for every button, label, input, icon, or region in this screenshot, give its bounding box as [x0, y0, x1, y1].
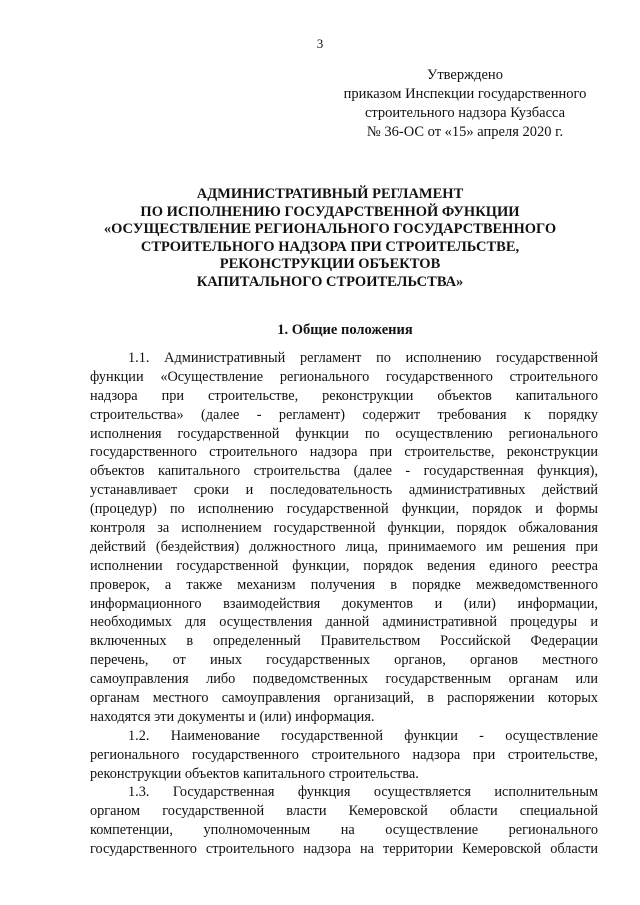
body-line: действий (бездействия) должностного лица, принимаемого им решения при	[90, 538, 598, 555]
title-line: ПО ИСПОЛНЕНИЮ ГОСУДАРСТВЕННОЙ ФУНКЦИИ	[140, 203, 520, 220]
body-line: компетенции, уполномоченным на осуществление регионального	[90, 822, 598, 839]
approval-line: Утверждено	[427, 67, 503, 83]
body-text	[90, 349, 598, 859]
document-title	[60, 186, 600, 292]
body-line: 1.2. Наименование государственной функции - осуществление	[128, 727, 598, 744]
title-line: АДМИНИСТРАТИВНЫЙ РЕГЛАМЕНТ	[196, 186, 464, 202]
body-line: перечень, от иных государственных органов, органов местного	[90, 652, 598, 669]
body-line: 1.3. Государственная функция осуществляется исполнительным	[128, 784, 598, 801]
approval-line: приказом Инспекции государственного	[343, 86, 587, 102]
title-line: «ОСУЩЕСТВЛЕНИЕ РЕГИОНАЛЬНОГО ГОСУДАРСТВЕННОГО	[103, 221, 557, 238]
body-line: включенных в определенный Правительством Российской Федерации	[90, 633, 598, 650]
body-line: 1.1. Административный регламент по исполнению государственной	[128, 350, 598, 366]
body-line: функции «Осуществление регионального государственного строительного	[90, 368, 598, 385]
page-number: 3	[316, 36, 324, 51]
approval-block	[330, 66, 600, 142]
body-line: регионального государственного строительного надзора при строительстве,	[90, 746, 598, 763]
body-line: государственного строительного надзора при строительстве, реконструкции	[90, 444, 598, 461]
title-line: СТРОИТЕЛЬНОГО НАДЗОРА ПРИ СТРОИТЕЛЬСТВЕ,	[140, 238, 520, 255]
body-line: необходимых для осуществления данной административной процедуры и	[90, 614, 598, 631]
body-line: самоуправления либо подведомственных государственным органам или	[90, 671, 598, 688]
body-line: находятся эти документы и (или) информация.	[90, 708, 375, 725]
body-line: объектов капитального строительства (далее - государственная функция),	[90, 463, 598, 480]
approval-line: № 36-ОС от «15» апреля 2020 г.	[366, 124, 564, 140]
body-line: органам местного самоуправления организаций, в распоряжении которых	[90, 690, 598, 707]
body-line: строительства» (далее - регламент) содержит требования к порядку	[90, 406, 598, 423]
body-line: государственного строительного надзора на территории Кемеровской области	[90, 841, 598, 858]
title-line: КАПИТАЛЬНОГО СТРОИТЕЛЬСТВА»	[196, 273, 464, 290]
body-line: (процедур) по исполнению государственной функции, порядок и формы	[90, 501, 598, 518]
section-heading: 1. Общие положения	[277, 322, 413, 338]
body-line: контроля за исполнением государственной функции, порядок обжалования	[90, 520, 598, 537]
body-line: устанавливает сроки и последовательность административных действий	[90, 482, 598, 499]
body-line: исполнения государственной функции по осуществлению регионального	[90, 425, 598, 442]
body-line: исполнении государственной функции, порядок ведения единого реестра	[90, 557, 598, 574]
title-line: РЕКОНСТРУКЦИИ ОБЪЕКТОВ	[219, 256, 441, 273]
body-line: реконструкции объектов капитального строительства.	[90, 765, 419, 782]
body-line: информационного взаимодействия документов и (или) информации,	[90, 595, 598, 612]
body-line: проверок, а также механизм получения в порядке межведомственного	[90, 576, 598, 593]
body-line: надзора при строительстве, реконструкции объектов капитального	[90, 387, 598, 404]
body-line: органом государственной власти Кемеровской области специальной	[90, 803, 598, 820]
approval-line: строительного надзора Кузбасса	[364, 105, 566, 121]
